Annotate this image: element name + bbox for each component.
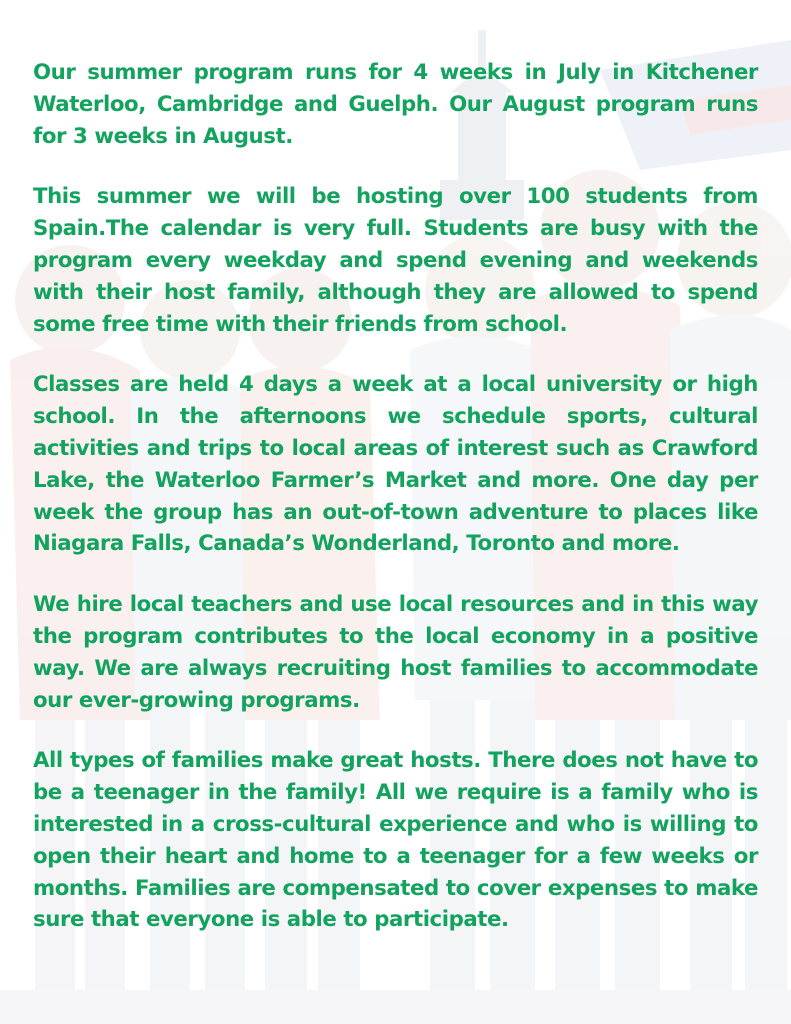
- paragraph-program-schedule: Our summer program runs for 4 weeks in July in Kitchener Waterloo, Cambridge and Guelph. Our August program runs for 3 weeks in August.: [33, 60, 758, 149]
- paragraph-students-from-spain: This summer we will be hosting over 100 students from Spain.The calendar is very full. Students are busy with the program every weekday and spend evening and weekends with their host family, although they are allowed to spend some free time with their friends from school.: [33, 184, 758, 337]
- paragraph-classes-and-activities: Classes are held 4 days a week at a local university or high school. In the afternoons we schedule sports, cultural activities and trips to local areas of interest such as Crawford Lake, the Waterloo Farmer’s Market and more. One day per week the group has an out-of-town adventure to places like Niagara Falls, Canada’s Wonderland, Toronto and more.: [33, 372, 758, 557]
- paragraph-local-economy: We hire local teachers and use local resources and in this way the program contributes to the local economy in a positive way. We are always recruiting host families to accommodate our ever-growing programs.: [33, 592, 758, 713]
- paragraph-host-families: All types of families make great hosts. There does not have to be a teenager in the family! All we require is a family who is interested in a cross-cultural experience and who is willing to open their heart and home to a teenager for a few weeks or months. Families are compensated to cover expenses to make sure that everyone is able to participate.: [33, 748, 758, 933]
- article-body: [33, 57, 758, 965]
